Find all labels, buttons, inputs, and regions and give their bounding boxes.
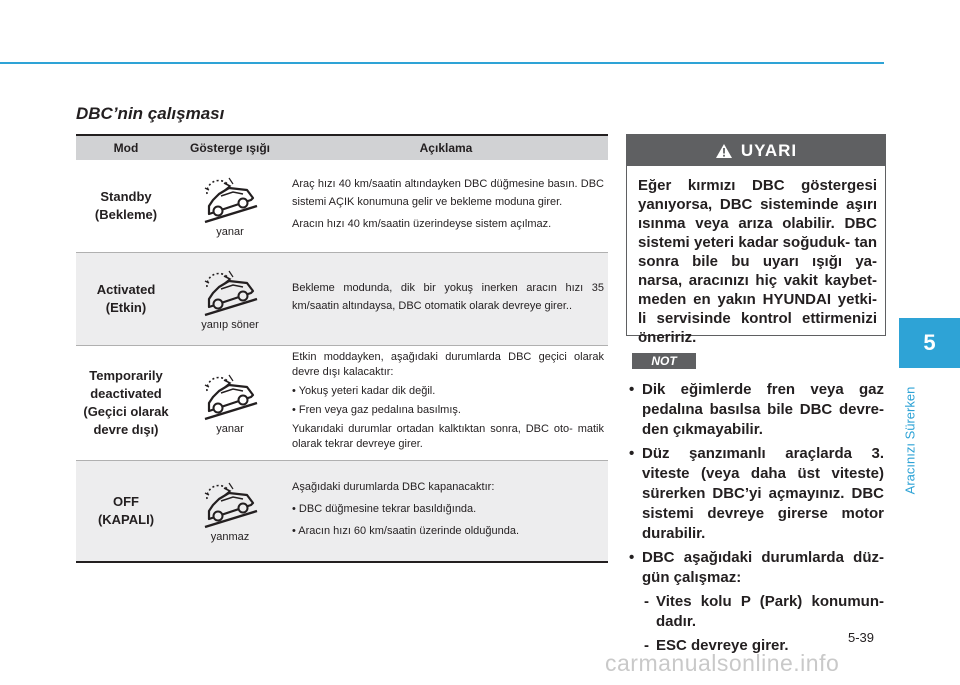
indicator-label: yanar — [216, 226, 244, 238]
indicator-label: yanıp söner — [201, 319, 259, 331]
list-item: • Dik eğimlerde fren veya gaz pedalına basılsa bile DBC devre- den çıkmayabilir. — [626, 380, 884, 440]
dbc-car-on-slope-icon — [199, 371, 261, 421]
mode-cell: Activated (Etkin) — [76, 253, 176, 346]
table-row — [76, 253, 608, 346]
indicator-label: yanar — [216, 423, 244, 435]
mode-cell: Temporarily deactivated (Geçici olarak devre dışı) — [76, 346, 176, 461]
indicator-label: yanmaz — [210, 531, 250, 543]
top-rule — [0, 62, 884, 64]
table-row — [76, 461, 608, 563]
header-mode: Mod — [76, 135, 176, 160]
note-list — [626, 380, 884, 660]
header-description: Açıklama — [284, 135, 608, 160]
dbc-car-on-slope-icon — [199, 479, 261, 529]
page-number: 5-39 — [848, 630, 875, 645]
indicator-cell — [176, 253, 284, 346]
warning-box — [626, 134, 886, 346]
indicator-cell — [176, 160, 284, 253]
list-sub-item: - ESC devreye girer. — [626, 636, 884, 656]
chapter-label: Aracınızı Sürerken — [902, 386, 918, 494]
description-cell: Araç hızı 40 km/saatin altındayken DBC düğmesine basın. DBC sistemi AÇIK konumuna gelir ve bekleme moduna girer. Aracın hızı 40 km/saatin üzerindeyse sistem açılmaz. — [284, 160, 608, 253]
mode-cell: OFF (KAPALI) — [76, 461, 176, 563]
mode-cell: Standby (Bekleme) — [76, 160, 176, 253]
indicator-cell — [176, 461, 284, 563]
warning-text: Eğer kırmızı DBC göstergesi yanıyorsa, DBC sisteminde aşırı ısınma veya arıza olabilir. DBC sistemi yeteri kadar soğuduk- tan sonra bile bu uyarı ışığı ya- narsa, aracınızı hiç vakit kaybet- meden en yakın HYUNDAI yetki- li servisinde kontrol ettirmenizi öneririz. — [638, 177, 877, 346]
watermark: carmanualsonline.info — [605, 650, 840, 676]
dbc-car-on-slope-icon — [199, 267, 261, 317]
warning-title: UYARI — [740, 140, 798, 160]
list-item: • DBC aşağıdaki durumlarda düz- gün çalışmaz: — [626, 548, 884, 588]
table-row — [76, 160, 608, 253]
description-cell: Bekleme modunda, dik bir yokuş inerken aracın hızı 35 km/saatin altındaysa, DBC otomatik olarak devreye girer.. — [284, 253, 608, 346]
dbc-car-on-slope-icon — [199, 174, 261, 224]
chapter-tab: 5 — [899, 318, 960, 368]
warning-triangle-icon — [715, 143, 733, 159]
dbc-modes-table — [76, 134, 608, 563]
description-cell: Etkin moddayken, aşağıdaki durumlarda DBC geçici olarak devre dışı kalacaktır: • Yokuş yeteri kadar dik değil. • Fren veya gaz pedalına basılmış. Yukarıdaki durumlar ortadan kalktıktan sonra, DBC oto- matik olarak tekrar devreye girer. — [284, 346, 608, 461]
indicator-cell — [176, 346, 284, 461]
warning-header — [627, 135, 885, 166]
table-header-row — [76, 135, 608, 160]
header-indicator: Gösterge ışığı — [176, 135, 284, 160]
section-title: DBC’nin çalışması — [76, 104, 225, 123]
description-cell: Aşağıdaki durumlarda DBC kapanacaktır: • DBC düğmesine tekrar basıldığında. • Aracın hızı 60 km/saatin üzerinde olduğunda. — [284, 461, 608, 563]
table-row — [76, 346, 608, 461]
list-sub-item: - Vites kolu P (Park) konumun- dadır. — [626, 592, 884, 632]
note-badge: NOT — [632, 353, 696, 369]
list-item: • Düz şanzımanlı araçlarda 3. viteste (veya daha üst viteste) sürerken DBC’yi açmayınız. DBC sistemi devreye girerse motor durabilir. — [626, 444, 884, 544]
